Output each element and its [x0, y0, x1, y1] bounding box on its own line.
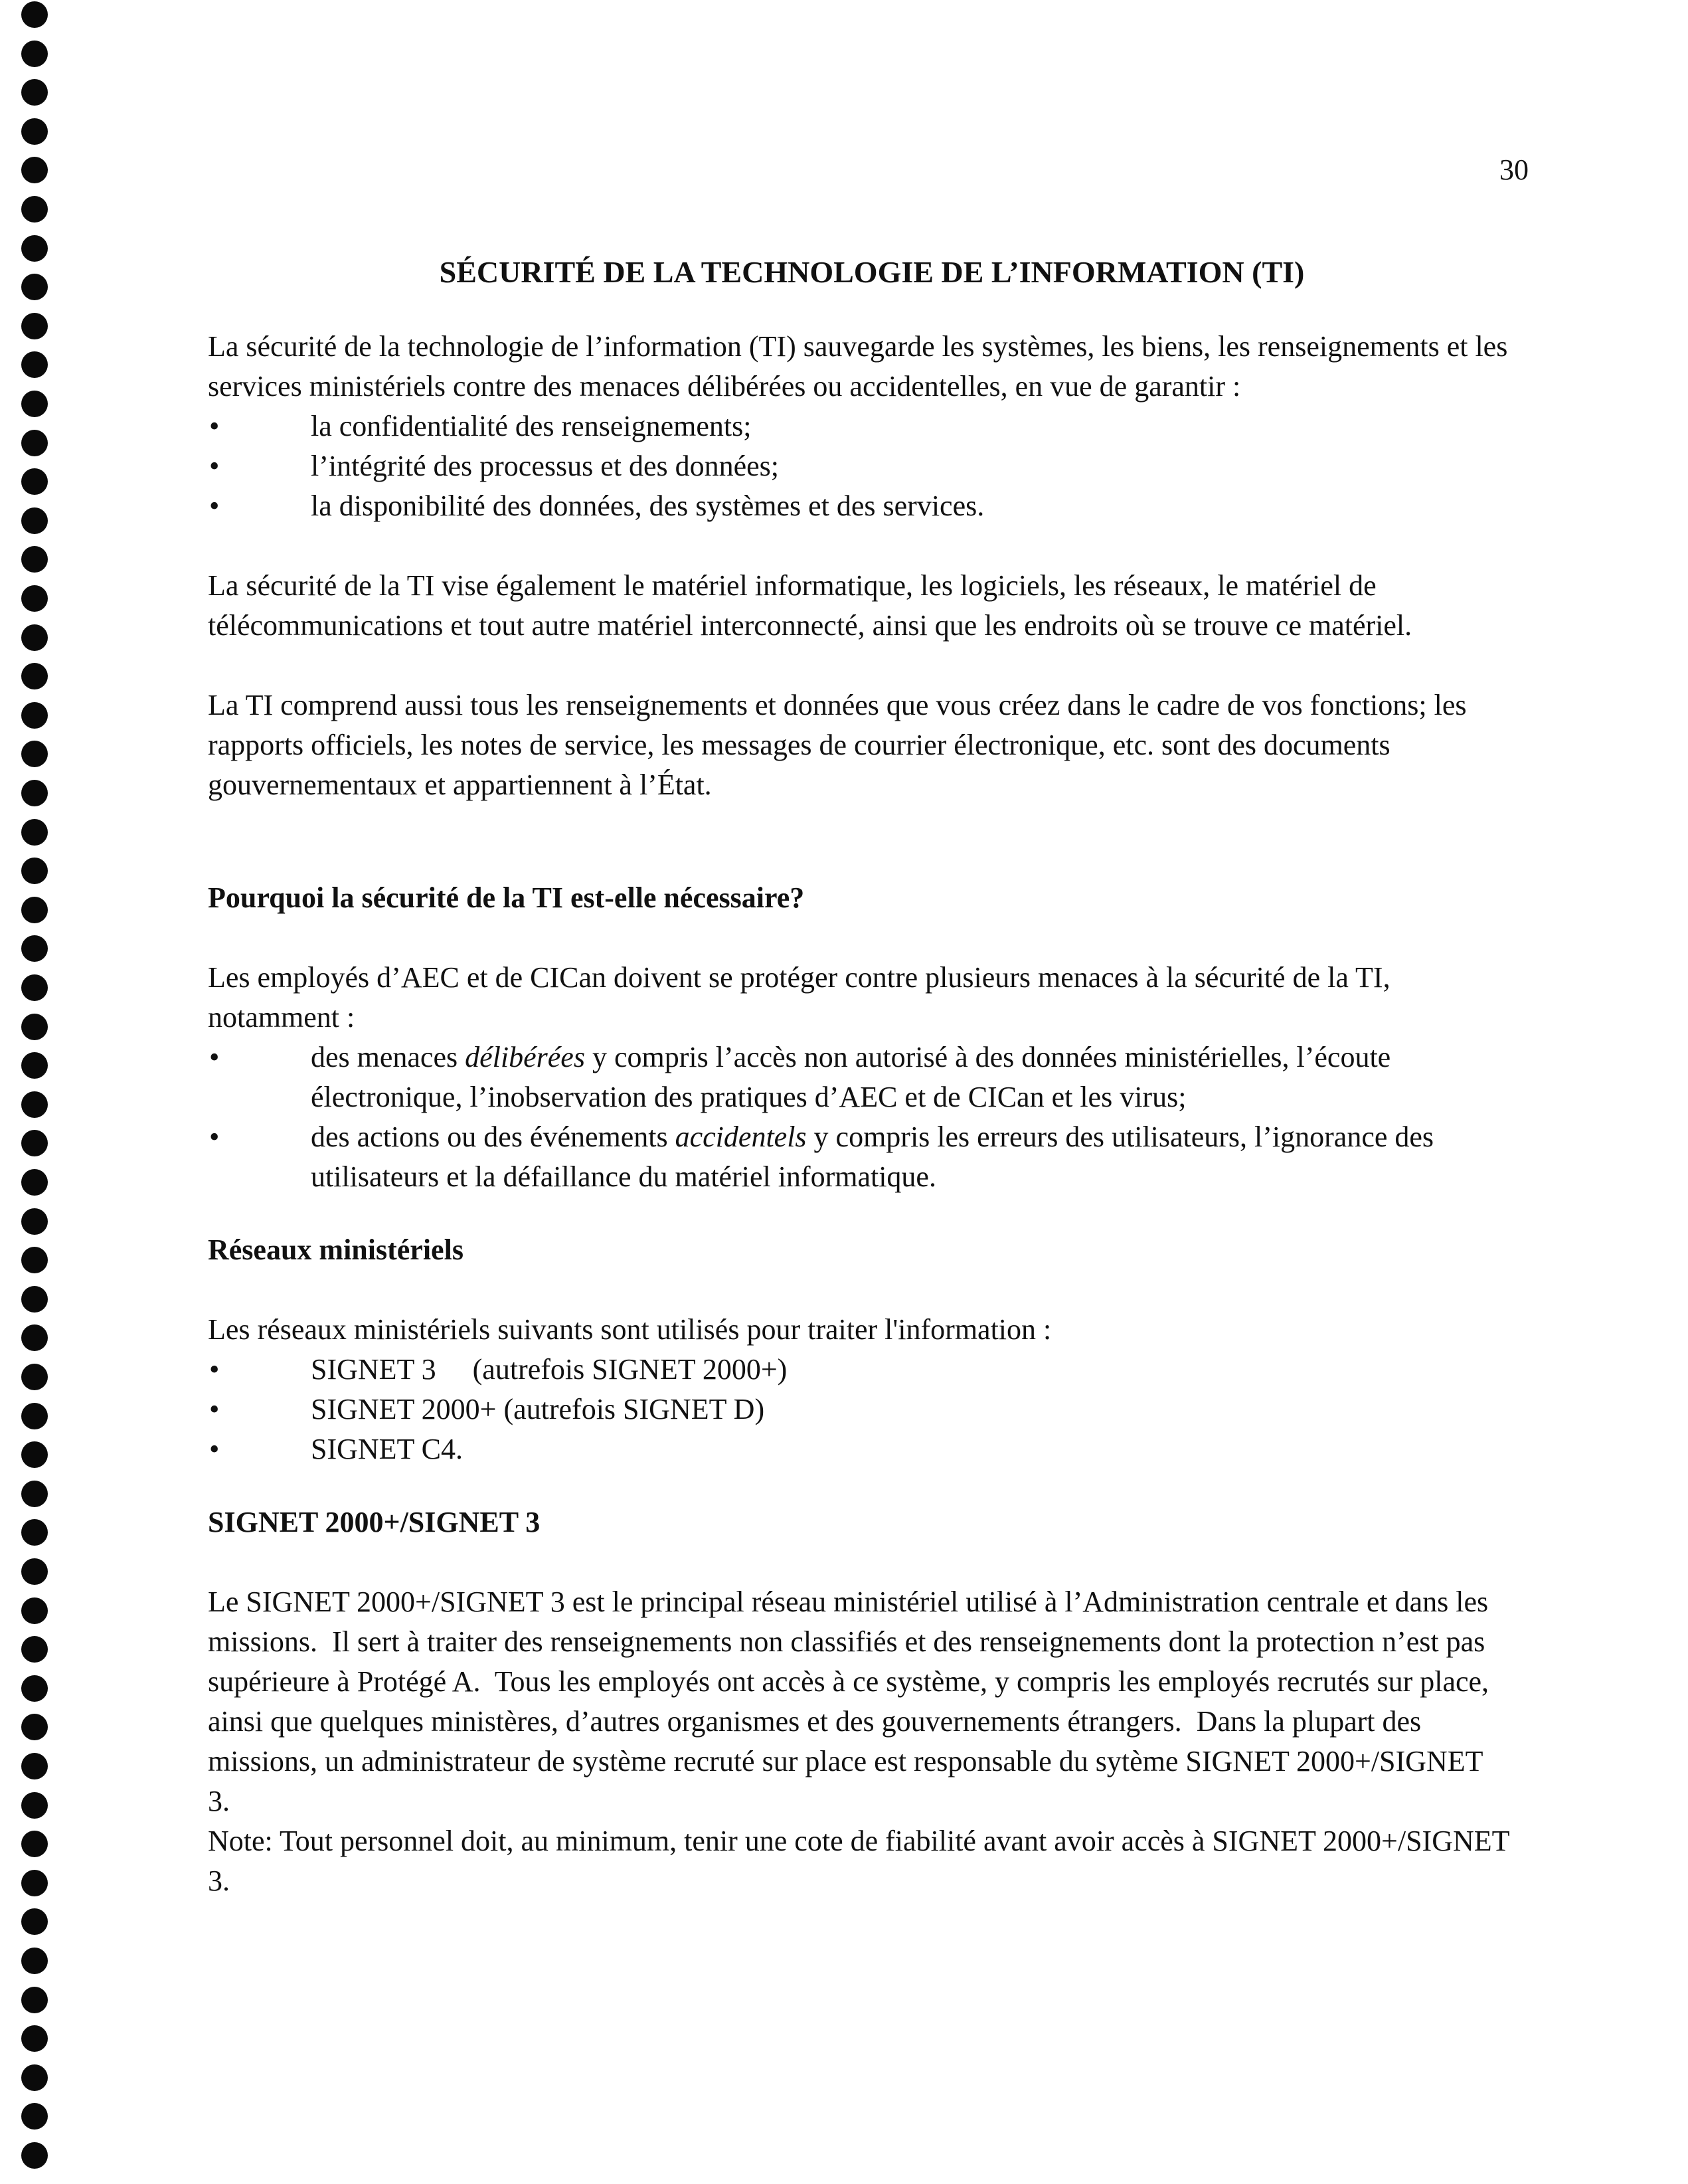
- binder-hole: [21, 1208, 48, 1235]
- binder-hole: [21, 897, 48, 923]
- list-item: • SIGNET 3 (autrefois SIGNET 2000+): [208, 1350, 1509, 1390]
- binder-hole: [21, 1364, 48, 1390]
- document-title: SÉCURITÉ DE LA TECHNOLOGIE DE L’INFORMATION (TI): [439, 255, 1305, 289]
- binder-hole: [21, 1481, 48, 1507]
- list-item: • la confidentialité des renseignements;: [208, 407, 1509, 446]
- binder-hole: [21, 546, 48, 573]
- signet-paragraph: Le SIGNET 2000+/SIGNET 3 est le principal réseau ministériel utilisé à l’Administration centrale et dans les missions. Il sert à traiter des renseignements non classifiés et des renseignements dont la protection n’est pas supérieure à Protégé A. Tous les employés ont accès à ce système, y compris les employés recrutés sur place, ainsi que quelques ministères, d’autres organismes et des gouvernements étrangers. Dans la plupart des missions, un administrateur de système recruté sur place est responsable du sytème SIGNET 2000+/SIGNET 3.: [208, 1586, 1497, 1817]
- binder-hole: [21, 1870, 48, 1896]
- reseaux-paragraph: Les réseaux ministériels suivants sont utilisés pour traiter l'information :: [208, 1313, 1052, 1346]
- binder-hole: [21, 1908, 48, 1935]
- binder-hole: [21, 1714, 48, 1740]
- binder-hole: [21, 585, 48, 612]
- binder-hole: [21, 1948, 48, 1974]
- binder-hole: [21, 1286, 48, 1313]
- list-item: • SIGNET 2000+ (autrefois SIGNET D): [208, 1390, 1509, 1429]
- bullet-icon: •: [209, 490, 220, 522]
- binder-hole: [21, 507, 48, 534]
- binder-hole: [21, 1, 48, 28]
- binder-hole: [21, 935, 48, 962]
- binder-hole: [21, 1091, 48, 1118]
- bullet-icon: •: [209, 450, 220, 482]
- bullet-icon: •: [209, 1353, 220, 1386]
- binder-hole: [21, 157, 48, 183]
- signet-note: Note: Tout personnel doit, au minimum, tenir une cote de fiabilité avant avoir accès à SIGNET 2000+/SIGNET 3.: [208, 1825, 1509, 1897]
- binder-hole: [21, 1324, 48, 1351]
- binder-hole: [21, 1831, 48, 1857]
- binder-hole: [21, 1558, 48, 1585]
- binder-hole: [21, 1130, 48, 1156]
- page-number: 30: [1499, 153, 1529, 186]
- binder-hole: [21, 741, 48, 767]
- list-item: • l’intégrité des processus et des données;: [208, 446, 1509, 486]
- binder-hole: [21, 2025, 48, 2052]
- binder-hole: [21, 1597, 48, 1624]
- bullet-icon: •: [209, 1433, 220, 1465]
- binder-hole: [21, 1169, 48, 1196]
- binder-hole: [21, 468, 48, 495]
- binder-hole: [21, 118, 48, 145]
- list-item: • SIGNET C4.: [208, 1429, 1509, 1469]
- binder-hole: [21, 1403, 48, 1429]
- reseaux-heading: Réseaux ministériels: [208, 1233, 464, 1266]
- signet-heading: SIGNET 2000+/SIGNET 3: [208, 1506, 541, 1538]
- binder-hole: [21, 1987, 48, 2013]
- binder-hole: [21, 274, 48, 300]
- pourquoi-paragraph: Les employés d’AEC et de CICan doivent se protéger contre plusieurs menaces à la sécurité de la TI, notamment :: [208, 961, 1391, 1034]
- binder-hole: [21, 2103, 48, 2130]
- binder-hole: [21, 1675, 48, 1702]
- binder-hole: [21, 702, 48, 729]
- binder-hole: [21, 663, 48, 689]
- bullet-icon: •: [209, 1393, 220, 1425]
- binder-hole: [21, 41, 48, 67]
- materiel-paragraph: La sécurité de la TI vise également le matériel informatique, les logiciels, les réseaux, le matériel de télécommunications et tout autre matériel interconnecté, ainsi que les endroits où se trouve ce matériel.: [208, 569, 1412, 642]
- binder-hole: [21, 1247, 48, 1273]
- intro-paragraph: La sécurité de la technologie de l’information (TI) sauvegarde les systèmes, les biens, les renseignements et les services ministériels contre des menaces délibérées ou accidentelles, en vue de garantir :: [208, 330, 1508, 403]
- threats-list: [208, 1038, 1509, 1197]
- binder-hole: [21, 1636, 48, 1663]
- pourquoi-heading: Pourquoi la sécurité de la TI est-elle nécessaire?: [208, 881, 805, 914]
- binder-hole: [21, 1519, 48, 1546]
- binder-hole: [21, 1753, 48, 1779]
- donnees-paragraph: La TI comprend aussi tous les renseignements et données que vous créez dans le cadre de vos fonctions; les rapports officiels, les notes de service, les messages de courrier électronique, etc. sont des documents gouvernementaux et appartiennent à l’État.: [208, 689, 1467, 801]
- bullet-icon: •: [209, 410, 220, 442]
- binder-hole: [21, 430, 48, 456]
- binder-hole: [21, 2064, 48, 2091]
- list-item: • des menaces délibérées y compris l’accès non autorisé à des données ministérielles, l’écoute électronique, l’inobservation des pratiques d’AEC et de CICan et les virus;: [208, 1038, 1509, 1117]
- binder-hole: [21, 79, 48, 106]
- binder-hole: [21, 1052, 48, 1079]
- binder-hole: [21, 780, 48, 806]
- binder-hole: [21, 624, 48, 651]
- binder-hole: [21, 196, 48, 223]
- list-item: • des actions ou des événements accidentels y compris les erreurs des utilisateurs, l’ignorance des utilisateurs et la défaillance du matériel informatique.: [208, 1117, 1509, 1197]
- binder-hole: [21, 313, 48, 339]
- bullet-icon: •: [209, 1041, 220, 1073]
- networks-list: [208, 1350, 1509, 1469]
- binder-hole: [21, 235, 48, 262]
- intro-list: [208, 407, 1509, 526]
- document-body: [208, 252, 1509, 1901]
- binder-holes: [0, 0, 60, 2184]
- binder-hole: [21, 391, 48, 417]
- binder-hole: [21, 1014, 48, 1040]
- bullet-icon: •: [209, 1121, 220, 1153]
- binder-hole: [21, 1441, 48, 1468]
- binder-hole: [21, 351, 48, 378]
- binder-hole: [21, 974, 48, 1001]
- binder-hole: [21, 858, 48, 884]
- binder-hole: [21, 1792, 48, 1819]
- binder-hole: [21, 2142, 48, 2169]
- list-item: • la disponibilité des données, des systèmes et des services.: [208, 486, 1509, 526]
- binder-hole: [21, 819, 48, 846]
